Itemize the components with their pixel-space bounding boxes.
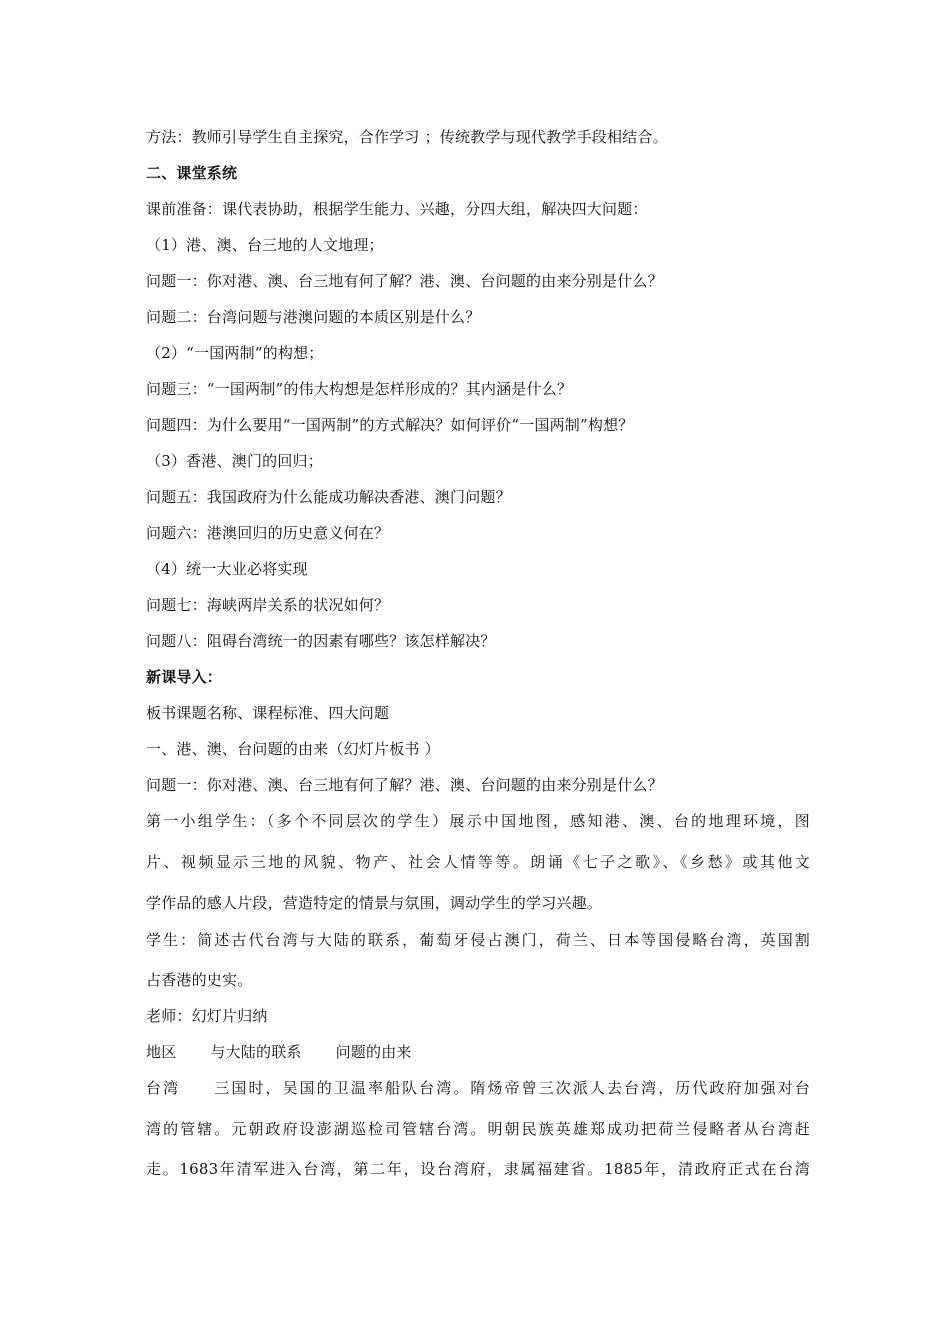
group1-paragraph-line-2: 片、视频显示三地的风貌、物产、社会人情等等。朗诵《七子之歌》、《乡愁》或其他文 [146,853,810,871]
topic-4: （4）统一大业必将实现 [146,560,308,578]
preparation-line: 课前准备：课代表协助，根据学生能力、兴趣，分四大组，解决四大问题： [146,200,648,218]
table-header-region: 地区 [146,1043,177,1061]
taiwan-row-line-3: 走。1683年清军进入台湾，第二年，设台湾府，隶属福建省。1885年，清政府正式在台湾 [146,1160,810,1178]
board-writing-line: 板书课题名称、课程标准、四大问题 [146,704,390,722]
topic-2: （2）“一国两制”的构想； [146,344,324,362]
question-1-repeat: 问题一：你对港、澳、台三地有何了解？港、澳、台问题的由来分别是什么？ [146,776,663,794]
taiwan-row-line-1: 台湾 三国时，吴国的卫温率船队台湾。隋炀帝曾三次派人去台湾，历代政府加强对台 [146,1079,810,1097]
student-paragraph-line-1: 学生：简述古代台湾与大陆的联系，葡萄牙侵占澳门，荷兰、日本等国侵略台湾，英国割 [146,931,810,949]
section-heading-intro: 新课导入： [146,668,223,686]
question-5: 问题五：我国政府为什么能成功解决香港、澳门问题？ [146,488,511,506]
question-2: 问题二：台湾问题与港澳问题的本质区别是什么？ [146,308,481,326]
table-header-origin: 问题的由来 [335,1043,412,1061]
question-6: 问题六：港澳回归的历史意义何在？ [146,524,390,542]
taiwan-row-line-2: 湾的管辖。元朝政府设澎湖巡检司管辖台湾。明朝民族英雄郑成功把荷兰侵略者从台湾赶 [146,1120,810,1138]
section-heading-classroom: 二、课堂系统 [146,164,238,182]
question-1: 问题一：你对港、澳、台三地有何了解？港、澳、台问题的由来分别是什么？ [146,272,663,290]
question-3: 问题三：“一国两制”的伟大构想是怎样形成的？其内涵是什么？ [146,380,573,398]
question-7: 问题七：海峡两岸关系的状况如何？ [146,596,390,614]
question-8: 问题八：阻碍台湾统一的因素有哪些？该怎样解决？ [146,632,496,650]
teacher-line: 老师：幻灯片归纳 [146,1007,268,1025]
group1-paragraph-line-3: 学作品的感人片段，营造特定的情景与氛围，调动学生的学习兴趣。 [146,894,603,912]
table-header-row [146,1042,412,1062]
student-paragraph-line-2: 占香港的史实。 [146,971,253,989]
group1-paragraph-line-1: 第一小组学生：（多个不同层次的学生）展示中国地图，感知港、澳、台的地理环境，图 [146,812,810,830]
question-4: 问题四：为什么要用“一国两制”的方式解决？如何评价“一国两制”构想？ [146,416,634,434]
part-1-heading: 一、港、澳、台问题的由来（幻灯片板书 ） [146,740,440,758]
method-line: 方法：教师引导学生自主探究，合作学习 ；传统教学与现代教学手段相结合。 [146,128,668,146]
topic-1: （1）港、澳、台三地的人文地理； [146,236,384,254]
table-header-connection: 与大陆的联系 [210,1043,302,1061]
topic-3: （3）香港、澳门的回归； [146,452,323,470]
